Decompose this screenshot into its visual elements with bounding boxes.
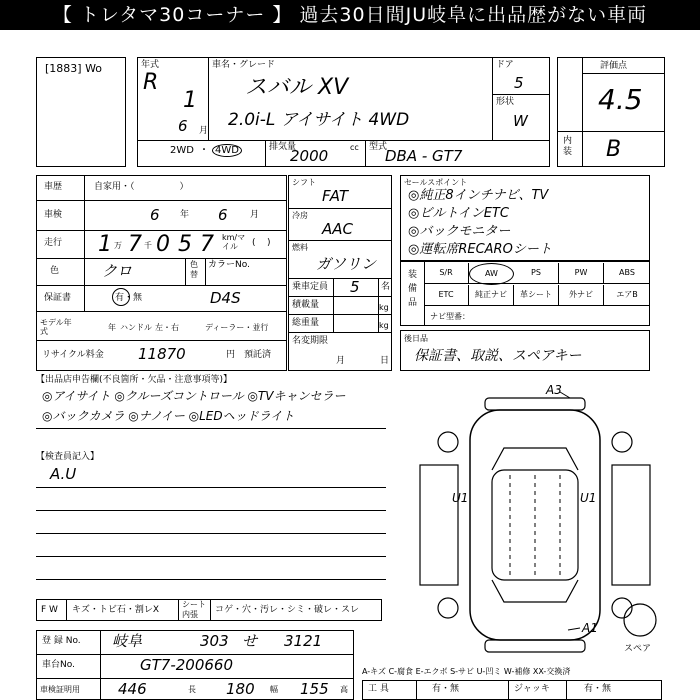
equip-leather: 革シート: [514, 285, 559, 305]
damage-mark-a1: A1: [582, 621, 598, 635]
damage-mark-a3: A3: [546, 383, 562, 397]
damage-mark-u1-left: U1: [452, 491, 469, 505]
car-damage-diagram: [400, 380, 670, 670]
equip-pw: PW: [559, 263, 604, 283]
mileage-man: 1: [98, 232, 112, 257]
body-shape: W: [513, 112, 528, 130]
inspector-label: 【検査員記入】: [36, 452, 100, 462]
reg-class: 303: [200, 632, 229, 650]
equip-oem-navi: 純正ナビ: [469, 285, 514, 305]
sales-point-4: ◎運転席RECAROシート: [408, 242, 552, 257]
recycle-unit: 円: [226, 350, 236, 360]
name-change-day-unit: 日: [380, 356, 390, 366]
color-no-value: D4S: [210, 289, 241, 307]
color-value: クロ: [102, 262, 133, 280]
load-unit: kg: [379, 303, 389, 312]
interior-score: B: [606, 137, 622, 162]
notes-line-1: ◎アイサイト ◎クルーズコントロール ◎TVキャンセラー: [42, 389, 346, 403]
inspection-month-unit: 月: [250, 210, 260, 220]
equip-ps: PS: [514, 263, 559, 283]
door-label: ドア: [496, 60, 514, 70]
year-label: 年式: [141, 60, 160, 70]
navi-model-label: ナビ型番：: [430, 312, 470, 321]
equipment-label: 装備品: [408, 270, 418, 308]
shape-label: 形状: [496, 97, 515, 107]
name-change-label: 名変期限: [292, 336, 329, 346]
tools-row: [362, 680, 662, 700]
warranty-label: 保証書: [44, 293, 72, 303]
year-era: R: [143, 70, 159, 95]
mileage-rest: 057: [156, 232, 222, 257]
tools-label: 工 具: [368, 684, 389, 694]
left-info-grid: [36, 175, 287, 371]
recycle-label: リサイクル料金: [42, 350, 104, 360]
damage-legend: A-キズ C-腐食 E-エクボ S-サビ U-凹ミ W-補修 XX-交換済: [362, 667, 571, 676]
inspector-value: A.U: [50, 465, 77, 483]
ac-label: 冷房: [292, 211, 308, 220]
recycle-value: 11870: [138, 345, 186, 363]
notes-line-2: ◎バックカメラ ◎ナノイー ◎LEDヘッドライト: [42, 409, 295, 423]
front-bumper: [485, 398, 585, 410]
mileage-sen: 7: [128, 232, 142, 257]
reg-num: 3121: [284, 632, 323, 650]
model-year-unit: 年: [108, 323, 116, 332]
displacement-label: 排気量: [269, 142, 297, 152]
cc-unit: cc: [350, 143, 359, 152]
color-no-label: カラーNo.: [208, 260, 250, 270]
car-grade: 2.0i-L アイサイト 4WD: [228, 110, 410, 130]
score-label: 評価点: [600, 61, 628, 71]
seat-label: シート内張: [182, 600, 206, 619]
score-value: 4.5: [598, 83, 643, 116]
warranty-circle: [112, 288, 130, 306]
cert-height-label: 高: [340, 685, 348, 694]
inspection-year: 6: [150, 206, 160, 224]
recycle-note: 預託済: [244, 350, 272, 360]
cert-length: 446: [118, 680, 147, 698]
car-left-side: [420, 465, 458, 585]
inspection-label: 車検: [44, 210, 63, 220]
jack-value: 有・無: [584, 684, 612, 694]
warranty-value: 有・無: [115, 293, 143, 303]
equip-sunroof: S/R: [424, 263, 469, 283]
shift-label: シフト: [292, 178, 316, 187]
fuel-label: 燃料: [292, 243, 308, 252]
wheel-front-right: [612, 432, 632, 452]
equip-airbag: エアB: [616, 290, 638, 299]
car-windshield: [492, 448, 578, 470]
wheel-front-left: [438, 432, 458, 452]
spare-tire: [624, 604, 656, 636]
cert-length-label: 長: [188, 685, 196, 694]
model-type-value: DBA - GT7: [385, 147, 463, 165]
shift-value: FAT: [322, 187, 349, 205]
model-type-label: 型式: [369, 142, 388, 152]
model-year-label: モデル年式: [40, 318, 72, 336]
reg-label: 登 録 No.: [42, 636, 81, 646]
capacity-value: 5: [350, 278, 360, 296]
car-name: スバル XV: [245, 75, 349, 100]
name-change-unit: 月: [336, 356, 346, 366]
car-rear-window: [492, 580, 578, 602]
dealer-label: ディーラー・並行: [205, 323, 269, 332]
cert-height: 155: [300, 680, 329, 698]
banner-title: 【 トレタマ30コーナー 】 過去30日間JU岐阜に出品歴がない車両: [0, 0, 700, 30]
displacement-value: 2000: [290, 147, 329, 165]
interior-label: 内装: [563, 136, 573, 157]
history-label: 車歴: [44, 182, 63, 192]
mileage-label: 走行: [44, 238, 63, 248]
history-value: 自家用・（ ）: [94, 182, 189, 192]
sales-points-label: セールスポイント: [404, 178, 468, 187]
month-num: 6: [178, 117, 188, 135]
chassis-value: GT7-200660: [140, 656, 234, 674]
inspection-month: 6: [218, 206, 228, 224]
month-unit: 月: [199, 126, 209, 136]
mileage-unit: km/マイル: [222, 233, 246, 251]
load-label: 積載量: [292, 300, 320, 310]
handle-label: ハンドル: [120, 323, 152, 332]
capacity-unit: 名: [381, 282, 391, 292]
year-num: 1: [183, 88, 197, 113]
drive-4wd: 4WD: [212, 144, 242, 157]
cert-label: 車検証明用: [40, 685, 80, 694]
fuel-value: ガソリン: [316, 255, 377, 273]
notes-label: 【出品店申告欄(不良箇所・欠品・注意事項等)】: [36, 375, 233, 385]
reg-area: 岐阜: [112, 632, 143, 650]
car-name-label: 車名・グレード: [212, 60, 276, 70]
wheel-rear-left: [438, 598, 458, 618]
equip-aw: AW: [469, 263, 514, 285]
color-label: 色: [50, 266, 60, 276]
sales-point-1: ◎純正8インチナビ、TV: [408, 188, 549, 203]
seat-value: コゲ・穴・汚レ・シミ・破レ・スレ: [215, 605, 360, 615]
door-count: 5: [514, 74, 524, 92]
spare-label: スペア: [624, 644, 652, 654]
jack-label: ジャッキ: [514, 684, 550, 694]
total-weight-unit: kg: [379, 321, 389, 330]
inspection-year-unit: 年: [180, 210, 190, 220]
fw-label: F W: [41, 605, 58, 615]
reg-kana: せ: [242, 632, 258, 650]
sales-point-3: ◎バックモニター: [408, 224, 511, 239]
mileage-man-unit: 万: [114, 241, 122, 250]
damage-mark-u1-right: U1: [580, 491, 597, 505]
capacity-label: 乗車定員: [292, 282, 329, 292]
rear-bumper: [485, 640, 585, 652]
drive-2wd: 2WD: [170, 145, 194, 156]
chassis-label: 車台No.: [42, 660, 75, 670]
fw-value: キズ・トビ石・割レX: [72, 605, 159, 615]
ac-value: AAC: [322, 220, 353, 238]
lot-tag: [1883] Wo: [45, 62, 103, 75]
car-right-side: [612, 465, 650, 585]
accessories-label: 後日品: [404, 334, 428, 343]
equip-abs: ABS: [619, 268, 635, 277]
total-weight-label: 総重量: [292, 318, 320, 328]
color-change-label: 色替: [190, 260, 198, 279]
tools-value: 有・無: [432, 684, 460, 694]
equip-aftermarket-navi: 外ナビ: [559, 285, 604, 305]
cert-width-label: 幅: [270, 685, 278, 694]
equip-etc: ETC: [424, 285, 469, 305]
mileage-sen-unit: 千: [144, 241, 152, 250]
accessories-value: 保証書、取説、スペアキー: [414, 348, 582, 364]
cert-width: 180: [226, 680, 255, 698]
sales-point-2: ◎ビルトインETC: [408, 206, 509, 221]
handle-value: 左・右: [155, 323, 179, 332]
